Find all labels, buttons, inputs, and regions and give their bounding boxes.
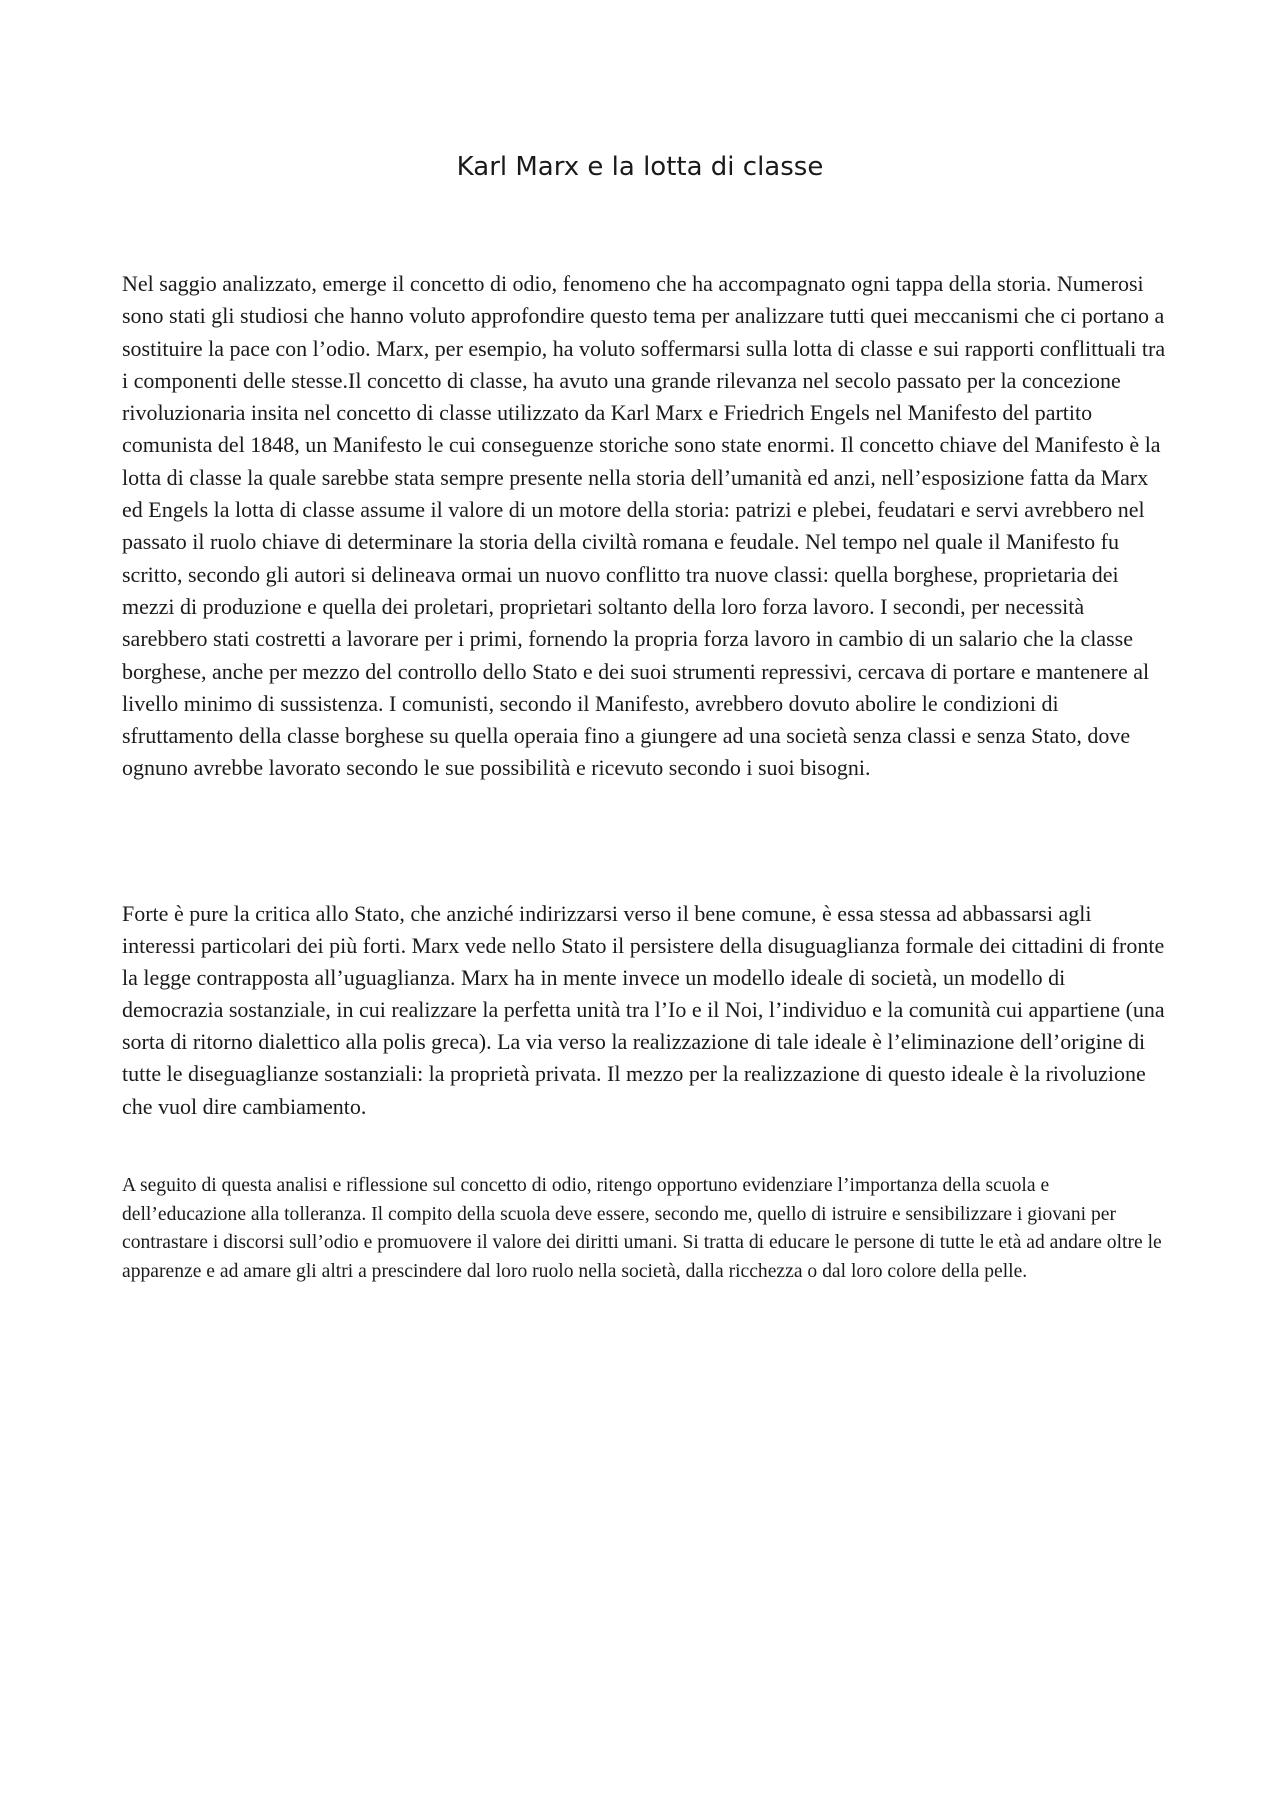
paragraph-school-tolerance: A seguito di questa analisi e riflessione sul concetto di odio, ritengo opportuno evidenziare l’importanza della scuola e dell’educazione alla tolleranza. Il compito della scuola deve essere, secondo me, quello di istruire e sensibilizzare i giovani per contrastare i discorsi sull’odio e promuovere il valore dei diritti umani. Si tratta di educare le persone di tutte le età ad andare oltre le apparenze e ad amare gli altri a prescindere dal loro ruolo nella società, dalla ricchezza o dal loro colore della pelle. [122, 1175, 1162, 1282]
paragraph-state-critique: Forte è pure la critica allo Stato, che anziché indirizzarsi verso il bene comune, è essa stessa ad abbassarsi agli interessi particolari dei più forti. Marx vede nello Stato il persistere della disuguaglianza formale dei cittadini di fronte la legge contrapposta all’uguaglianza. Marx ha in mente invece un modello ideale di società, un modello di democrazia sostanziale, in cui realizzare la perfetta unità tra l’Io e il Noi, l’individuo e la comunità cui appartiene (una sorta di ritorno dialettico alla polis greca). La via verso la realizzazione di tale ideale è l’eliminazione dell’origine di tutte le diseguaglianze sostanziali: la proprietà privata. Il mezzo per la realizzazione di questo ideale è la rivoluzione che vuol dire cambiamento. [122, 901, 1165, 1119]
paragraph-marx-class-struggle: Nel saggio analizzato, emerge il concetto di odio, fenomeno che ha accompagnato ogni tappa della storia. Numerosi sono stati gli studiosi che hanno voluto approfondire questo tema per analizzare tutti quei meccanismi che ci portano a sostituire la pace con l’odio. Marx, per esempio, ha voluto soffermarsi sulla lotta di classe e sui rapporti conflittuali tra i componenti delle stesse.Il concetto di classe, ha avuto una grande rilevanza nel secolo passato per la concezione rivoluzionaria insita nel concetto di classe utilizzato da Karl Marx e Friedrich Engels nel Manifesto del partito comunista del 1848, un Manifesto le cui conseguenze storiche sono state enormi. Il concetto chiave del Manifesto è la lotta di classe la quale sarebbe stata sempre presente nella storia dell’umanità ed anzi, nell’esposizione fatta da Marx ed Engels la lotta di classe assume il valore di un motore della storia: patrizi e plebei, feudatari e servi avrebbero nel passato il ruolo chiave di determinare la storia della civiltà romana e feudale. Nel tempo nel quale il Manifesto fu scritto, secondo gli autori si delineava ormai un nuovo conflitto tra nuove classi: quella borghese, proprietaria dei mezzi di produzione e quella dei proletari, proprietari soltanto della loro forza lavoro. I secondi, per necessità sarebbero stati costretti a lavorare per i primi, fornendo la propria forza lavoro in cambio di un salario che la classe borghese, anche per mezzo del controllo dello Stato e dei suoi strumenti repressivi, cercava di portare e mantenere al livello minimo di sussistenza. I comunisti, secondo il Manifesto, avrebbero dovuto abolire le condizioni di sfruttamento della classe borghese su quella operaia fino a giungere ad una società senza classi e senza Stato, dove ognuno avrebbe lavorato secondo le sue possibilità e ricevuto secondo i suoi bisogni. [122, 271, 1166, 781]
document-title: Karl Marx e la lotta di classe [456, 152, 824, 182]
